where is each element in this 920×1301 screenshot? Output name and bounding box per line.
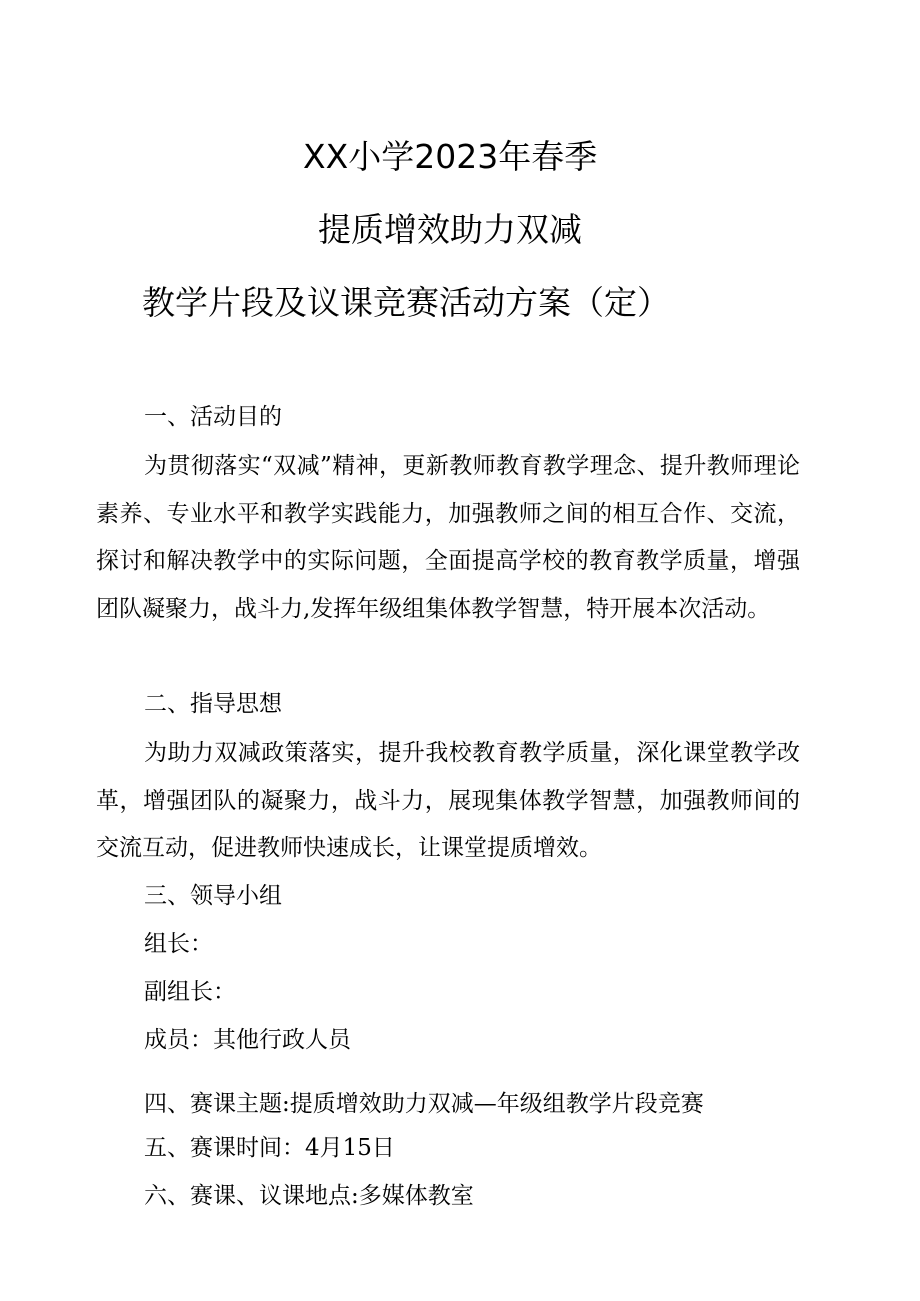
section-body-guiding: 为助力双减政策落实，提升我校教育教学质量，深化课堂教学改革，增强团队的凝聚力，战斗力，展现集体教学智慧，加强教师间的交流互动，促进教师快速成长，让课堂提质增效。: [96, 740, 800, 861]
section-theme: 四、赛课主题:提质增效助力双减—年级组教学片段竞赛: [144, 1091, 704, 1117]
deputy-leader-line: 副组长：: [144, 979, 236, 1005]
title-line-2: 提质增效助力双减: [318, 210, 582, 249]
section-heading-purpose: 一、活动目的: [144, 404, 282, 430]
section-time: 五、赛课时间：4月15日: [144, 1135, 395, 1161]
section-location: 六、赛课、议课地点:多媒体教室: [144, 1183, 474, 1209]
leader-line: 组长：: [144, 931, 213, 957]
title-line-1: XX小学2023年春季: [303, 137, 598, 176]
title-line-3: 教学片段及议课竞赛活动方案（定）: [142, 283, 670, 322]
section-heading-leadership: 三、领导小组: [144, 883, 282, 909]
section-body-purpose: 为贯彻落实“双减”精神，更新教师教育教学理念、提升教师理论素养、专业水平和教学实践能力，加强教师之间的相互合作、交流，探讨和解决教学中的实际问题，全面提高学校的教育教学质量，增强团队凝聚力，战斗力,发挥年级组集体教学智慧，特开展本次活动。: [96, 453, 800, 622]
members-line: 成员：其他行政人员: [144, 1027, 351, 1053]
section-heading-guiding: 二、指导思想: [144, 691, 282, 717]
